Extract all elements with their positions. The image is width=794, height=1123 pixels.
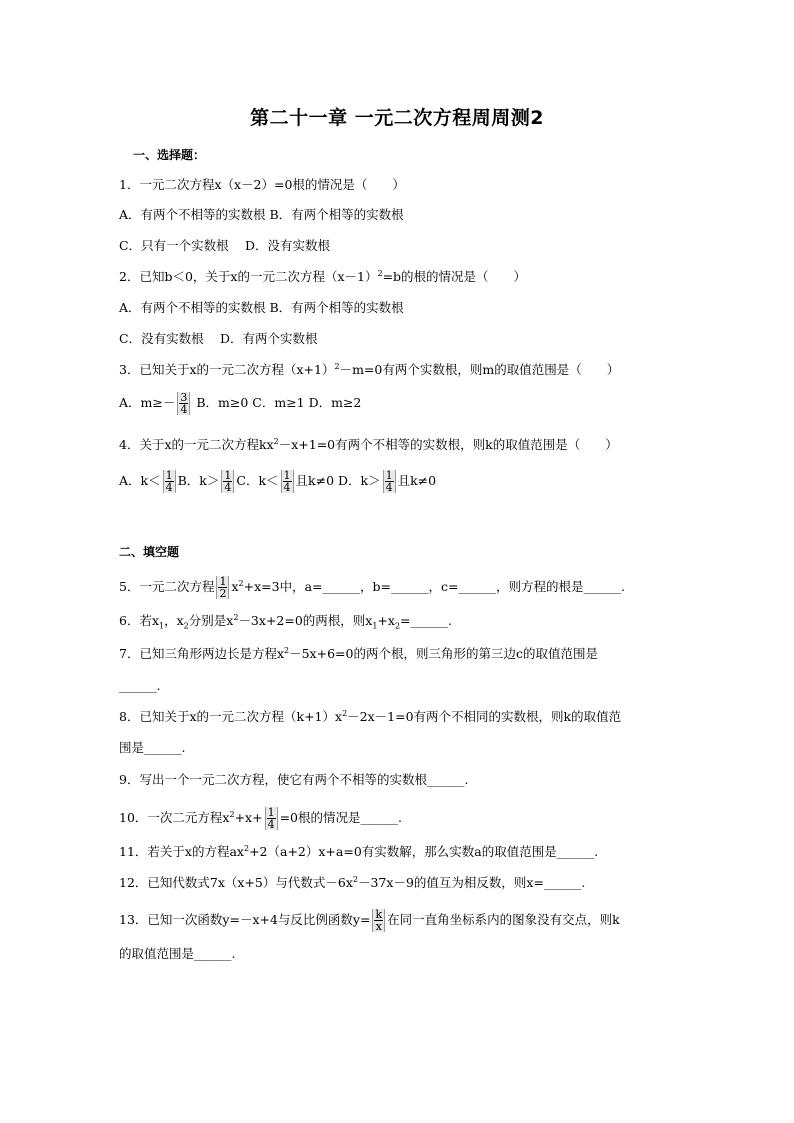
question-1: 1．一元二次方程x（x－2）=0根的情况是（ ） [119,177,405,192]
question-13: 13．已知一次函数y=－x+4与反比例函数y= $\frac{k}{x}$ 在同一直角坐标系内的图象没有交点，则k [119,908,620,933]
fraction-one-quarter: $\frac{1}{4}$ [281,470,294,493]
question-3-options: A．m≥－ $\frac{3}{4}$ B．m≥0 C．m≥1 D．m≥2 [119,391,362,416]
question-10: 10．一次二元方程$x^2+x+$ $\frac{1}{4}$ =0根的情况是______. [119,806,402,831]
question-11: 11．若关于x的方程$ax^2+2(a+2)x+a=0$有实数解，那么实数a的取值范围是______. [119,843,599,859]
fraction-three-quarters: $\frac{3}{4}$ [177,392,190,415]
question-7-blank: ______. [119,678,161,693]
question-3: 3．已知关于x的一元二次方程$(x+1)^2-m=0$有两个实数根，则m的取值范围是（ ） [119,361,620,377]
question-13-blank: 的取值范围是______. [119,946,236,961]
question-2-options-ab: A．有两个不相等的实数根 B．有两个相等的实数根 [119,300,404,315]
question-8-blank: 围是______. [119,740,186,755]
question-5: 5．一元二次方程 $\frac{1}{2}$ $x^2+x=3$中，a=______，b=______，c=______，则方程的根是______. [119,575,625,600]
section-fill-heading: 二、填空题 [119,545,180,559]
fraction-one-quarter: $\frac{1}{4}$ [163,470,176,493]
fraction-one-half: $\frac{1}{2}$ [216,576,229,599]
fraction-one-quarter: $\frac{1}{4}$ [383,470,396,493]
section-choice-heading: 一、选择题： [133,148,206,162]
question-12: 12．已知代数式7x（x+5）与代数式$-6x^2-37x-9$的值互为相反数，则x=______. [119,874,586,890]
question-6: 6．若$x_1$，$x_2$分别是$x^2-3x+2=0$的两根，则$x_1+x_2=\_\_\_\_\_\_$. [119,612,452,631]
question-8: 8．已知关于x的一元二次方程$(k+1)x^2-2x-1=0$有两个不相同的实数根，则k的取值范 [119,708,622,724]
question-7: 7．已知三角形两边长是方程$x^2-5x+6=0$的两个根，则三角形的第三边c的取值范围是 [119,645,598,661]
question-4: 4．关于x的一元二次方程$kx^2-x+1=0$有两个不相等的实数根，则k的取值范围是（ ） [119,436,618,452]
question-2: 2．已知b＜0，关于x的一元二次方程$(x-1)^2=b$的根的情况是（ ） [119,268,527,284]
fraction-one-quarter: $\frac{1}{4}$ [221,470,234,493]
fraction-one-quarter: $\frac{1}{4}$ [265,807,278,830]
fraction-k-over-x: $\frac{k}{x}$ [372,909,385,932]
question-2-options-cd: C．没有实数根 D．有两个实数根 [119,331,318,346]
question-4-options: A．k＜ $\frac{1}{4}$ B．k＞ $\frac{1}{4}$ C．k＜ $\frac{1}{4}$ 且k≠0 D．k＞ $\frac{1}{4}$ 且k≠0 [119,469,437,494]
question-9: 9．写出一个一元二次方程，使它有两个不相等的实数根______. [119,772,469,787]
question-1-options-ab: A．有两个不相等的实数根 B．有两个相等的实数根 [119,207,404,222]
question-1-options-cd: C．只有一个实数根 D．没有实数根 [119,238,331,253]
page-title: 第二十一章 一元二次方程周周测2 [250,107,544,129]
